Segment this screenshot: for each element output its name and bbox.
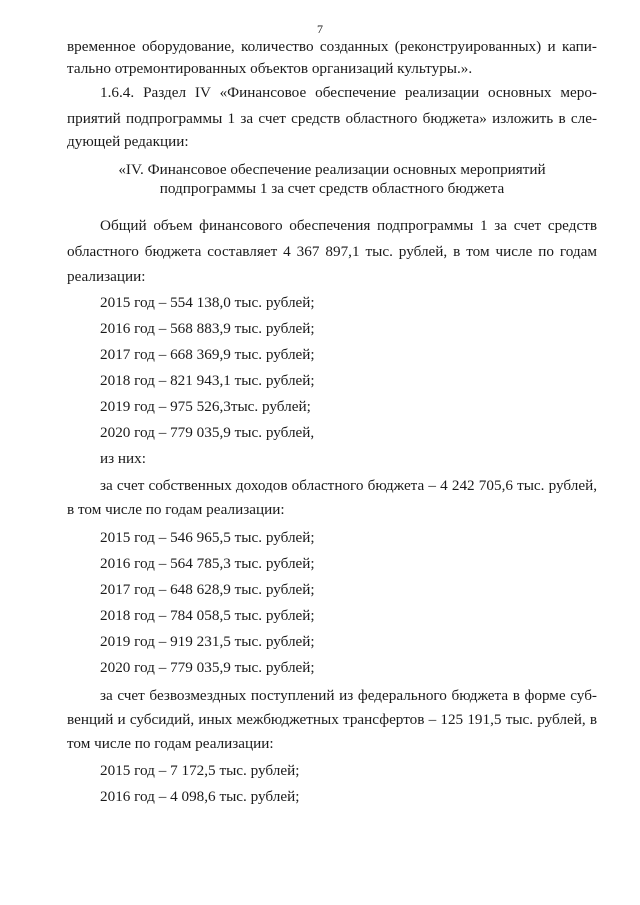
own-income-year-2015: 2015 год – 546 965,5 тыс. рублей;	[100, 529, 315, 546]
total-year-2016: 2016 год – 568 883,9 тыс. рублей;	[100, 320, 315, 337]
section-heading-line-1: «IV. Финансовое обеспечение реализации основных мероприятий	[118, 161, 546, 178]
own-income-year-2020: 2020 год – 779 035,9 тыс. рублей;	[100, 659, 315, 676]
total-year-2018: 2018 год – 821 943,1 тыс. рублей;	[100, 372, 315, 389]
of-them-label: из них:	[100, 450, 146, 467]
amendment-line-2: приятий подпрограммы 1 за счет средств областного бюджета» изложить в сле-	[67, 110, 597, 127]
amendment-line-3: дующей редакции:	[67, 133, 189, 150]
intro-line-1: временное оборудование, количество созданных (реконструированных) и капи-	[67, 38, 597, 55]
total-line-1: Общий объем финансового обеспечения подпрограммы 1 за счет средств	[100, 217, 597, 234]
section-heading-line-2: подпрограммы 1 за счет средств областного бюджета	[159, 180, 505, 197]
page-number: 7	[317, 22, 323, 36]
own-income-year-2016: 2016 год – 564 785,3 тыс. рублей;	[100, 555, 315, 572]
own-income-line-1: за счет собственных доходов областного бюджета – 4 242 705,6 тыс. рублей,	[100, 477, 597, 494]
total-year-2020: 2020 год – 779 035,9 тыс. рублей,	[100, 424, 315, 441]
own-income-year-2018: 2018 год – 784 058,5 тыс. рублей;	[100, 607, 315, 624]
total-year-2019: 2019 год – 975 526,3тыс. рублей;	[100, 398, 311, 415]
federal-line-2: венций и субсидий, иных межбюджетных трансфертов – 125 191,5 тыс. рублей, в	[67, 711, 597, 728]
amendment-line-1: 1.6.4. Раздел IV «Финансовое обеспечение реализации основных меро-	[100, 84, 597, 101]
federal-line-1: за счет безвозмездных поступлений из федерального бюджета в форме суб-	[100, 687, 597, 704]
federal-year-2015: 2015 год – 7 172,5 тыс. рублей;	[100, 762, 300, 779]
federal-line-3: том числе по годам реализации:	[67, 735, 274, 752]
own-income-year-2019: 2019 год – 919 231,5 тыс. рублей;	[100, 633, 315, 650]
own-income-year-2017: 2017 год – 648 628,9 тыс. рублей;	[100, 581, 315, 598]
total-line-3: реализации:	[67, 268, 146, 285]
document-body	[67, 38, 597, 814]
federal-year-2016: 2016 год – 4 098,6 тыс. рублей;	[100, 788, 300, 805]
intro-line-2: тально отремонтированных объектов организаций культуры.».	[67, 60, 473, 77]
total-year-2015: 2015 год – 554 138,0 тыс. рублей;	[100, 294, 315, 311]
own-income-line-2: в том числе по годам реализации:	[67, 501, 285, 518]
total-line-2: областного бюджета составляет 4 367 897,1 тыс. рублей, в том числе по годам	[67, 243, 597, 260]
total-year-2017: 2017 год – 668 369,9 тыс. рублей;	[100, 346, 315, 363]
